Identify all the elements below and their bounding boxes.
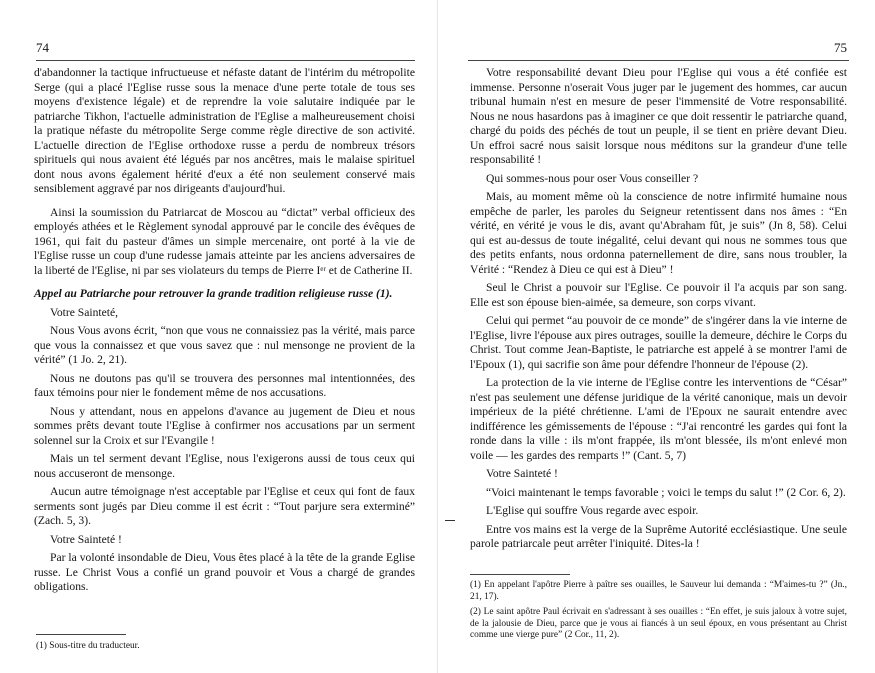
paragraph: Nous y attendant, nous en appelons d'avance au jugement de Dieu et nous sommes prêts devant toute l'Eglise à confirmer nos accusations par un serment solennel sur la Croix et sur l'Evangile !	[34, 404, 415, 447]
salutation: Votre Sainteté !	[50, 532, 122, 546]
header-rule-left	[36, 60, 415, 61]
paragraph: Celui qui permet “au pouvoir de ce monde” de s'ingérer dans la vie interne de l'Eglise, livre l'épouse aux pires outrages, souille la demeure, déchire le Corps du Christ. Tout comme Jean-Baptiste, le patriarche est appelé à se montrer l'ami de l'Epoux (1), qui sacrifie son âme pour défendre l'honneur de l'épouse (2).	[470, 314, 847, 371]
right-footnotes	[470, 574, 847, 646]
footnote: (2) Le saint apôtre Paul écrivait en s'adressant à ses ouailles : “En effet, je suis jaloux à votre sujet, de la jalousie de Dieu, parce que je vous ai fiancés à un seul époux, en vous présentant au Christ comme une vierge pure” (2 Cor., 11, 2).	[470, 607, 847, 640]
paragraph: Mais un tel serment devant l'Eglise, nous l'exigerons aussi de tous ceux qui nous accuseront de mensonge.	[34, 452, 415, 480]
paragraph: “Voici maintenant le temps favorable ; voici le temps du salut !” (2 Cor. 6, 2).	[486, 485, 846, 499]
paragraph: Mais, au moment même où la conscience de notre infirmité humaine nous empêche de parler, les paroles du Seigneur retentissent dans nos âmes : “En vérité, en vérité je vous le dis, avant qu'Abraham fût, je suis” (Jn 8, 58). Celui qui est au-dessus de toute inégalité, celui devant qui nous ne sommes tous que des petits enfants, nous ordonna paternellement de dire, sans nous troubler, la Vérité : “Rendez à Dieu ce qui est à Dieu” !	[470, 190, 847, 276]
footnote-rule	[470, 574, 570, 575]
left-page-text	[34, 66, 415, 599]
paragraph: Nous Vous avons écrit, “non que vous ne connaissiez pas la vérité, mais parce que vous la connaissez et que vous savez que : nul mensonge ne provient de la vérité” (1 Jo. 2, 21).	[34, 324, 415, 366]
left-footnotes	[36, 634, 140, 651]
paragraph: Ainsi la soumission du Patriarcat de Moscou au “dictat” verbal officieux des employés athées et le Règlement synodal approuvé par le concile des évêques de 1961, qui fait du pasteur d'âmes un simple mercenaire, ont porté à la vie de l'Eglise russe un coup d'une rudesse jamais atteinte par les anciens adversaires de la liberté de l'Eglise, ni par ses violateurs du temps de Pierre Iᵉʳ et de Catherine II.	[34, 205, 415, 277]
paragraph: L'Eglise qui souffre Vous regarde avec espoir.	[486, 504, 699, 517]
footnote: (1) Sous-titre du traducteur.	[36, 641, 140, 651]
right-page	[438, 0, 875, 673]
paragraph: d'abandonner la tactique infructueuse et néfaste datant de l'intérim du métropolite Serge (qui a placé l'Eglise russe sous la menace d'une perte totale de tous ses moyens d'existence légale) et de reprendre la voie salutaire indiquée par le patriarche Tikhon, l'actuelle administration de l'Eglise a malheureusement choisi la pratique néfaste du métropolite Serge comme règle directive de son activité. L'actuelle direction de l'Eglise orthodoxe russe a perdu de nombreux trésors spirituels qui nous avaient été légués par nos ancêtres, mais le malaise spirituel dont nous avons également hérité d'eux a été non seulement conservé mais sensiblement aggravé par nos dirigeants d'aujourd'hui.	[34, 66, 415, 195]
paragraph: Aucun autre témoignage n'est acceptable par l'Eglise et ceux qui font de faux serments sont jugés par Dieu comme il est écrit : “Tout parjure sera exterminé” (Zach. 5, 3).	[34, 485, 415, 527]
paragraph: Entre vos mains est la verge de la Suprême Autorité ecclésiastique. Une seule parole patriarcale peut arrêter l'iniquité. Dites-la !	[470, 522, 847, 550]
page-number-left: 74	[36, 40, 49, 55]
left-page	[0, 0, 437, 673]
paragraph: Votre responsabilité devant Dieu pour l'Eglise qui vous a été confiée est immense. Personne n'oserait Vous juger par le jugement des hommes, car aucun tribunal humain n'est en mesure de peser l'immensité de Votre responsabilité. Nous ne nous hasardons pas à imaginer ce que doit ressentir le patriarche quand, chargé du poids des péchés de tout un peuple, il se tient en prière devant Dieu. Un effroi sacré nous saisit lorsque nous méditons sur la grandeur d'une telle responsabilité !	[470, 66, 847, 166]
salutation: Votre Sainteté !	[486, 467, 558, 480]
paragraph: Nous ne doutons pas qu'il se trouvera des personnes mal intentionnées, des faux témoins pour nier le fondement même de nos accusations.	[34, 371, 415, 399]
footnote-rule	[36, 634, 126, 635]
paragraph: Seul le Christ a pouvoir sur l'Eglise. Ce pouvoir il l'a acquis par son sang. Elle est son épouse bien-aimée, sa demeure, son corps vivant.	[470, 281, 847, 309]
page-number-right: 75	[834, 40, 847, 55]
section-heading: Appel au Patriarche pour retrouver la grande tradition religieuse russe (1).	[34, 287, 393, 300]
paragraph: La protection de la vie interne de l'Eglise contre les interventions de “César” n'est pas seulement une défense juridique de la vérité canonique, mais un devoir impérieux de la piété chrétienne. L'ami de l'Epoux ne saurait entendre avec indifférence les gémissements de l'épouse : “J'ai rencontré les gardes qui font la ronde dans la ville : ils m'ont frappée, ils m'ont blessée, ils m'ont enlevé mon voile — les gardes des remparts !” (Cant. 5, 7)	[470, 376, 847, 462]
right-page-text	[470, 66, 847, 556]
salutation: Votre Sainteté,	[50, 305, 119, 319]
header-rule-right	[468, 60, 849, 61]
footnote: (1) En appelant l'apôtre Pierre à paître ses ouailles, le Sauveur lui demanda : “M'aimes-tu ?” (Jn., 21, 17).	[470, 580, 847, 602]
paragraph: Qui sommes-nous pour oser Vous conseiller ?	[486, 171, 699, 185]
paragraph: Par la volonté insondable de Dieu, Vous êtes placé à la tête de la grande Eglise russe. Le Christ Vous a confié un grand pouvoir et Vous a chargé de grandes obligations.	[34, 551, 415, 593]
